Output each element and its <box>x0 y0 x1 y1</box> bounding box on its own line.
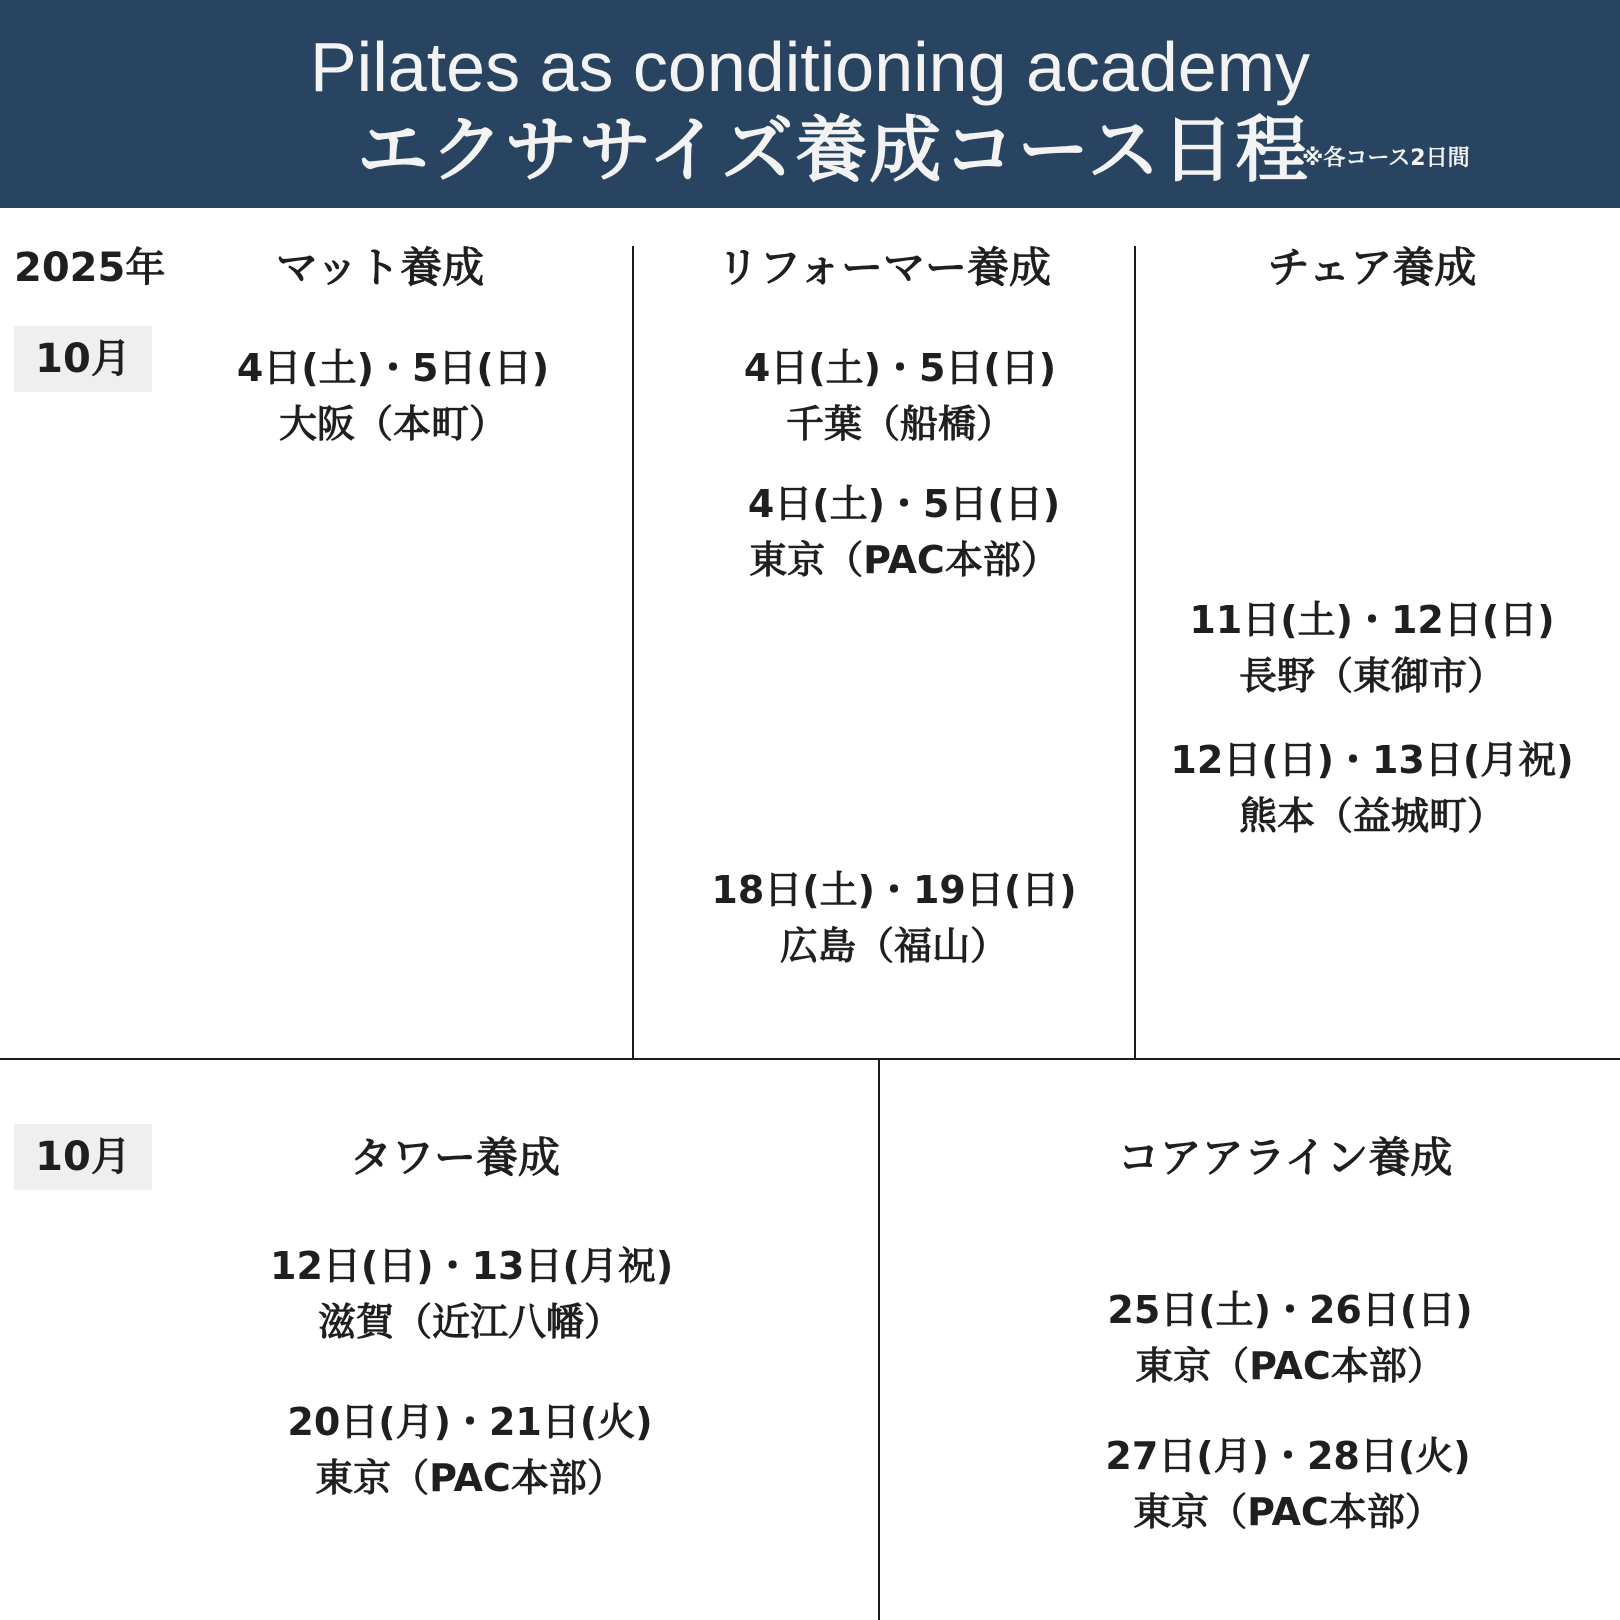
entry-location: 滋賀（近江八幡） <box>317 1300 622 1344</box>
entry-dates: 27日(月)・28日(火) <box>1105 1434 1471 1478</box>
entry-location: 東京（PAC本部） <box>1133 1490 1443 1534</box>
entry-location: 東京（PAC本部） <box>1135 1344 1445 1388</box>
column-title-chair: チェア養成 <box>1267 243 1477 292</box>
divider-tower-corealign <box>878 1060 880 1620</box>
header-banner <box>0 0 1620 208</box>
entry-dates: 4日(土)・5日(日) <box>743 346 1057 390</box>
entry-dates: 12日(日)・13日(月祝) <box>1170 738 1574 782</box>
schedule-entry-reformer-1 <box>700 340 1100 452</box>
month-badge-top: 10月 <box>14 326 152 392</box>
page-title: Pilates as conditioning academy <box>309 28 1311 106</box>
entry-location: 東京（PAC本部） <box>749 538 1059 582</box>
schedule-entry-tower-1 <box>270 1238 674 1350</box>
schedule-entry-mat-1 <box>193 340 593 452</box>
column-title-mat: マット養成 <box>275 243 485 292</box>
column-title-tower: タワー養成 <box>349 1133 560 1182</box>
entry-dates: 4日(土)・5日(日) <box>747 482 1061 526</box>
schedule-entry-chair-1 <box>1136 592 1608 704</box>
duration-note: ※各コース2日間 <box>1302 146 1470 171</box>
entry-dates: 20日(月)・21日(火) <box>287 1400 653 1444</box>
entry-location: 広島（福山） <box>779 924 1008 968</box>
schedule-entry-reformer-3 <box>694 862 1094 974</box>
schedule-entry-reformer-2 <box>704 476 1104 588</box>
entry-location: 長野（東御市） <box>1238 654 1505 698</box>
entry-location: 熊本（益城町） <box>1238 794 1505 838</box>
year-label: 2025年 <box>14 245 166 291</box>
schedule-entry-tower-2 <box>270 1394 670 1506</box>
schedule-entry-corealign-1 <box>1090 1282 1490 1394</box>
entry-dates: 25日(土)・26日(日) <box>1107 1288 1473 1332</box>
entry-dates: 11日(土)・12日(日) <box>1189 598 1555 642</box>
month-badge-bottom: 10月 <box>14 1124 152 1190</box>
column-title-reformer: リフォーマー養成 <box>717 243 1051 292</box>
divider-horizontal <box>0 1058 1620 1060</box>
entry-location: 東京（PAC本部） <box>315 1456 625 1500</box>
entry-dates: 12日(日)・13日(月祝) <box>270 1244 674 1288</box>
entry-dates: 4日(土)・5日(日) <box>236 346 550 390</box>
entry-location: 大阪（本町） <box>278 402 507 446</box>
schedule-entry-corealign-2 <box>1088 1428 1488 1540</box>
entry-dates: 18日(土)・19日(日) <box>711 868 1077 912</box>
schedule-entry-chair-2 <box>1136 732 1608 844</box>
page-subtitle: エクササイズ養成コース日程 <box>357 108 1310 192</box>
column-title-corealign: コアアライン養成 <box>1117 1133 1453 1182</box>
entry-location: 千葉（船橋） <box>785 402 1014 446</box>
divider-mat-reformer <box>632 246 634 1059</box>
